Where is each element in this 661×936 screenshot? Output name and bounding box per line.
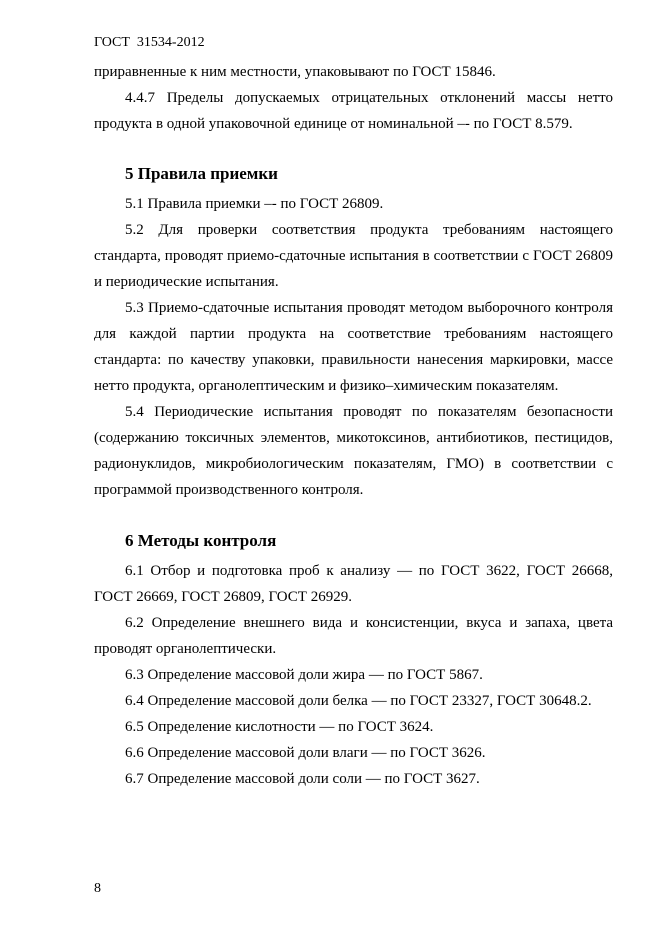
- paragraph-5-3: 5.3 Приемо-сдаточные испытания проводят методом выборочного контроля для каждой партии продукта на соответствие требованиям настоящего стандарта: по качеству упаковки, правильности нанесения маркировки, массе нетто продукта, органолептическим и физико–химическим показателям.: [94, 300, 613, 394]
- paragraph-6-7: 6.7 Определение массовой доли соли — по ГОСТ 3627.: [125, 771, 480, 787]
- paragraph-6-6: 6.6 Определение массовой доли влаги — по ГОСТ 3626.: [125, 745, 486, 761]
- paragraph-continuation: приравненные к ним местности, упаковывают по ГОСТ 15846.: [94, 64, 496, 80]
- section-5-title: 5 Правила приемки: [125, 164, 278, 183]
- document-body: [94, 59, 613, 792]
- paragraph-5-1: 5.1 Правила приемки –- по ГОСТ 26809.: [125, 196, 384, 212]
- paragraph-6-5: 6.5 Определение кислотности — по ГОСТ 3624.: [125, 719, 434, 735]
- document-code: ГОСТ 31534-2012: [94, 35, 205, 50]
- paragraph-6-3: 6.3 Определение массовой доли жира — по ГОСТ 5867.: [125, 667, 483, 683]
- paragraph-5-4: 5.4 Периодические испытания проводят по показателям безопасности (содержанию токсичных элементов, микотоксинов, антибиотиков, пестицидов, радионуклидов, микробиологическим показателям, ГМО) в соответствии с программой производственного контроля.: [94, 404, 613, 498]
- section-6-title: 6 Методы контроля: [125, 531, 277, 550]
- paragraph-6-1: 6.1 Отбор и подготовка проб к анализу — по ГОСТ 3622, ГОСТ 26668, ГОСТ 26669, ГОСТ 26809, ГОСТ 26929.: [94, 563, 613, 605]
- page-number: 8: [94, 881, 101, 896]
- paragraph-6-4: 6.4 Определение массовой доли белка — по ГОСТ 23327, ГОСТ 30648.2.: [125, 693, 592, 709]
- paragraph-6-2: 6.2 Определение внешнего вида и консистенции, вкуса и запаха, цвета проводят органолептически.: [94, 615, 613, 657]
- paragraph-5-2: 5.2 Для проверки соответствия продукта требованиям настоящего стандарта, проводят приемо-сдаточные испытания в соответствии с ГОСТ 26809 и периодические испытания.: [94, 222, 613, 290]
- paragraph-4-4-7: 4.4.7 Пределы допускаемых отрицательных отклонений массы нетто продукта в одной упаковочной единице от номинальной –- по ГОСТ 8.579.: [94, 90, 613, 132]
